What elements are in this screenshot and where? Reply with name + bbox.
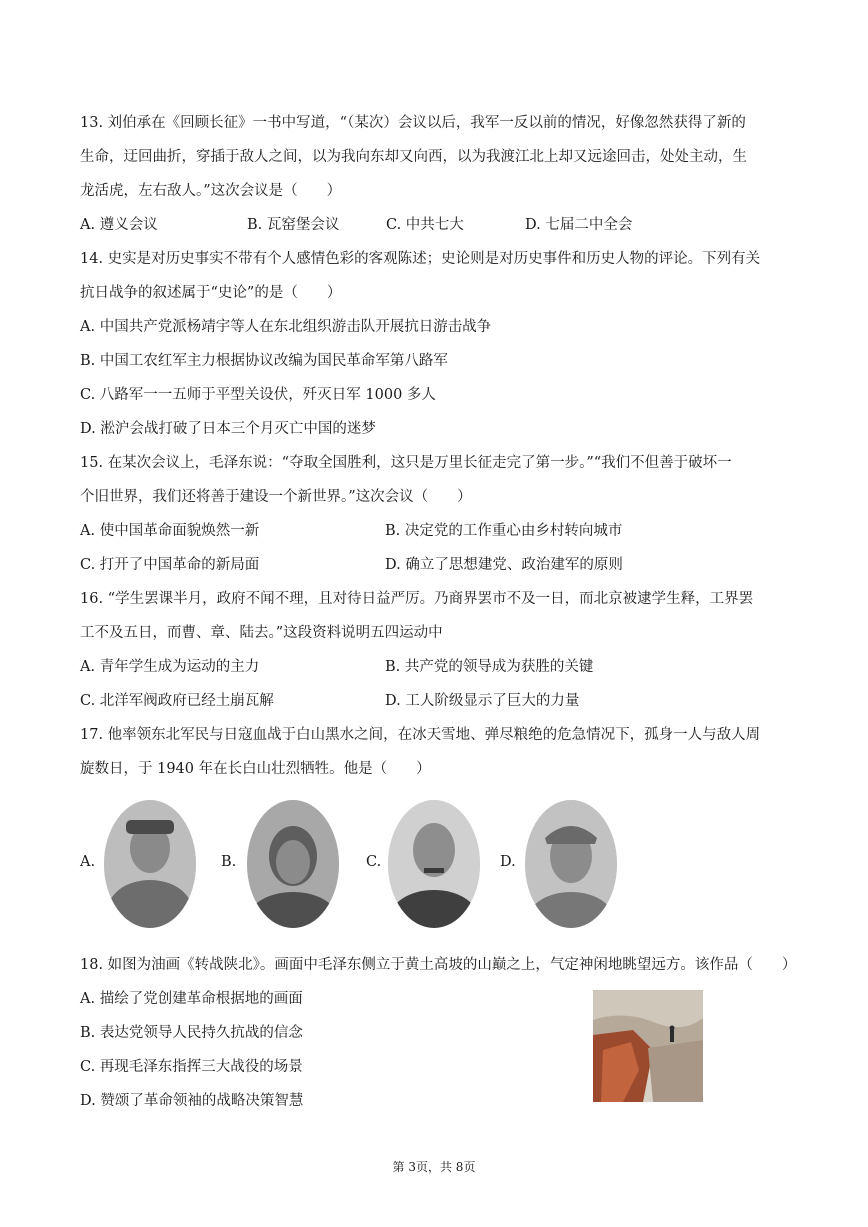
option-b: B. 共产党的领导成为获胜的关键: [385, 659, 594, 675]
option-b-label: B.: [221, 854, 237, 870]
question-line: 工不及五日，而曹、章、陆去。”这段资料说明五四运动中: [80, 625, 443, 641]
option-d: D. 淞沪会战打破了日本三个月灭亡中国的迷梦: [80, 421, 376, 437]
option-a: A. 青年学生成为运动的主力: [80, 659, 260, 675]
question-line: 14. 史实是对历史事实不带有个人感情色彩的客观陈述；史论则是对历史事件和历史人物的评论。下列有关: [80, 251, 761, 267]
question-13: [80, 106, 792, 208]
question-line: 16. “学生罢课半月，政府不闻不理，且对待日益严厉。乃商界罢市不及一日，而北京被逮学生释，工界罢: [80, 591, 754, 607]
option-d: D. 赞颂了革命领袖的战略决策智慧: [80, 1093, 304, 1109]
portrait-a-image: [104, 800, 196, 928]
question-line: 15. 在某次会议上，毛泽东说：“夺取全国胜利，这只是万里长征走完了第一步。”“我们不但善于破坏一: [80, 455, 732, 471]
portrait-d-image: [525, 800, 617, 928]
option-c: C. 北洋军阀政府已经土崩瓦解: [80, 693, 274, 709]
option-d: D. 七届二中全会: [525, 217, 633, 233]
option-a: A. 遵义会议: [80, 217, 158, 233]
option-b: B. 中国工农红军主力根据协议改编为国民革命军第八路军: [80, 353, 448, 369]
question-15: [80, 446, 792, 514]
option-b: B. 表达党领导人民持久抗战的信念: [80, 1025, 303, 1041]
question-line: 龙活虎，左右敌人。”这次会议是（ ）: [80, 183, 342, 199]
question-line: 18. 如图为油画《转战陕北》。画面中毛泽东侧立于黄土高坡的山巅之上，气定神闲地眺望远方。该作品（ ）: [80, 957, 797, 973]
question-line: 17. 他率领东北军民与日寇血战于白山黑水之间，在冰天雪地、弹尽粮绝的危急情况下，孤身一人与敌人周: [80, 727, 761, 743]
option-c: C. 打开了中国革命的新局面: [80, 557, 260, 573]
question-line: 生命，迂回曲折，穿插于敌人之间，以为我向东却又向西，以为我渡江北上却又远途回击，处处主动，生: [80, 149, 747, 165]
option-b: B. 决定党的工作重心由乡村转向城市: [385, 523, 623, 539]
question-14: [80, 242, 792, 446]
option-d: D. 确立了思想建党、政治建军的原则: [385, 557, 623, 573]
option-b: B. 瓦窑堡会议: [247, 217, 340, 233]
option-a: A. 中国共产党派杨靖宇等人在东北组织游击队开展抗日游击战争: [80, 319, 492, 335]
question-line: 13. 刘伯承在《回顾长征》一书中写道，“（某次）会议以后，我军一反以前的情况，好像忽然获得了新的: [80, 115, 746, 131]
portrait-options: [80, 800, 680, 935]
option-a-label: A.: [80, 854, 96, 870]
option-d: D. 工人阶级显示了巨大的力量: [385, 693, 580, 709]
oil-painting-image: [593, 990, 703, 1102]
question-17: [80, 718, 792, 786]
question-line: 个旧世界，我们还将善于建设一个新世界。”这次会议（ ）: [80, 489, 472, 505]
portrait-b-image: [247, 800, 339, 928]
question-16: [80, 582, 792, 650]
option-d-label: D.: [500, 854, 516, 870]
question-line: 旋数日，于 1940 年在长白山壮烈牺牲。他是（ ）: [80, 761, 431, 777]
option-c: C. 八路军一一五师于平型关设伏，歼灭日军 1000 多人: [80, 387, 436, 403]
option-c-label: C.: [366, 854, 382, 870]
option-a: A. 描绘了党创建革命根据地的画面: [80, 991, 303, 1007]
option-c: C. 中共七大: [386, 217, 464, 233]
option-a: A. 使中国革命面貌焕然一新: [80, 523, 260, 539]
question-line: 抗日战争的叙述属于“史论”的是（ ）: [80, 285, 342, 301]
portrait-c-image: [388, 800, 480, 928]
option-c: C. 再现毛泽东指挥三大战役的场景: [80, 1059, 303, 1075]
page-footer: 第 3页，共 8页: [392, 1160, 476, 1174]
